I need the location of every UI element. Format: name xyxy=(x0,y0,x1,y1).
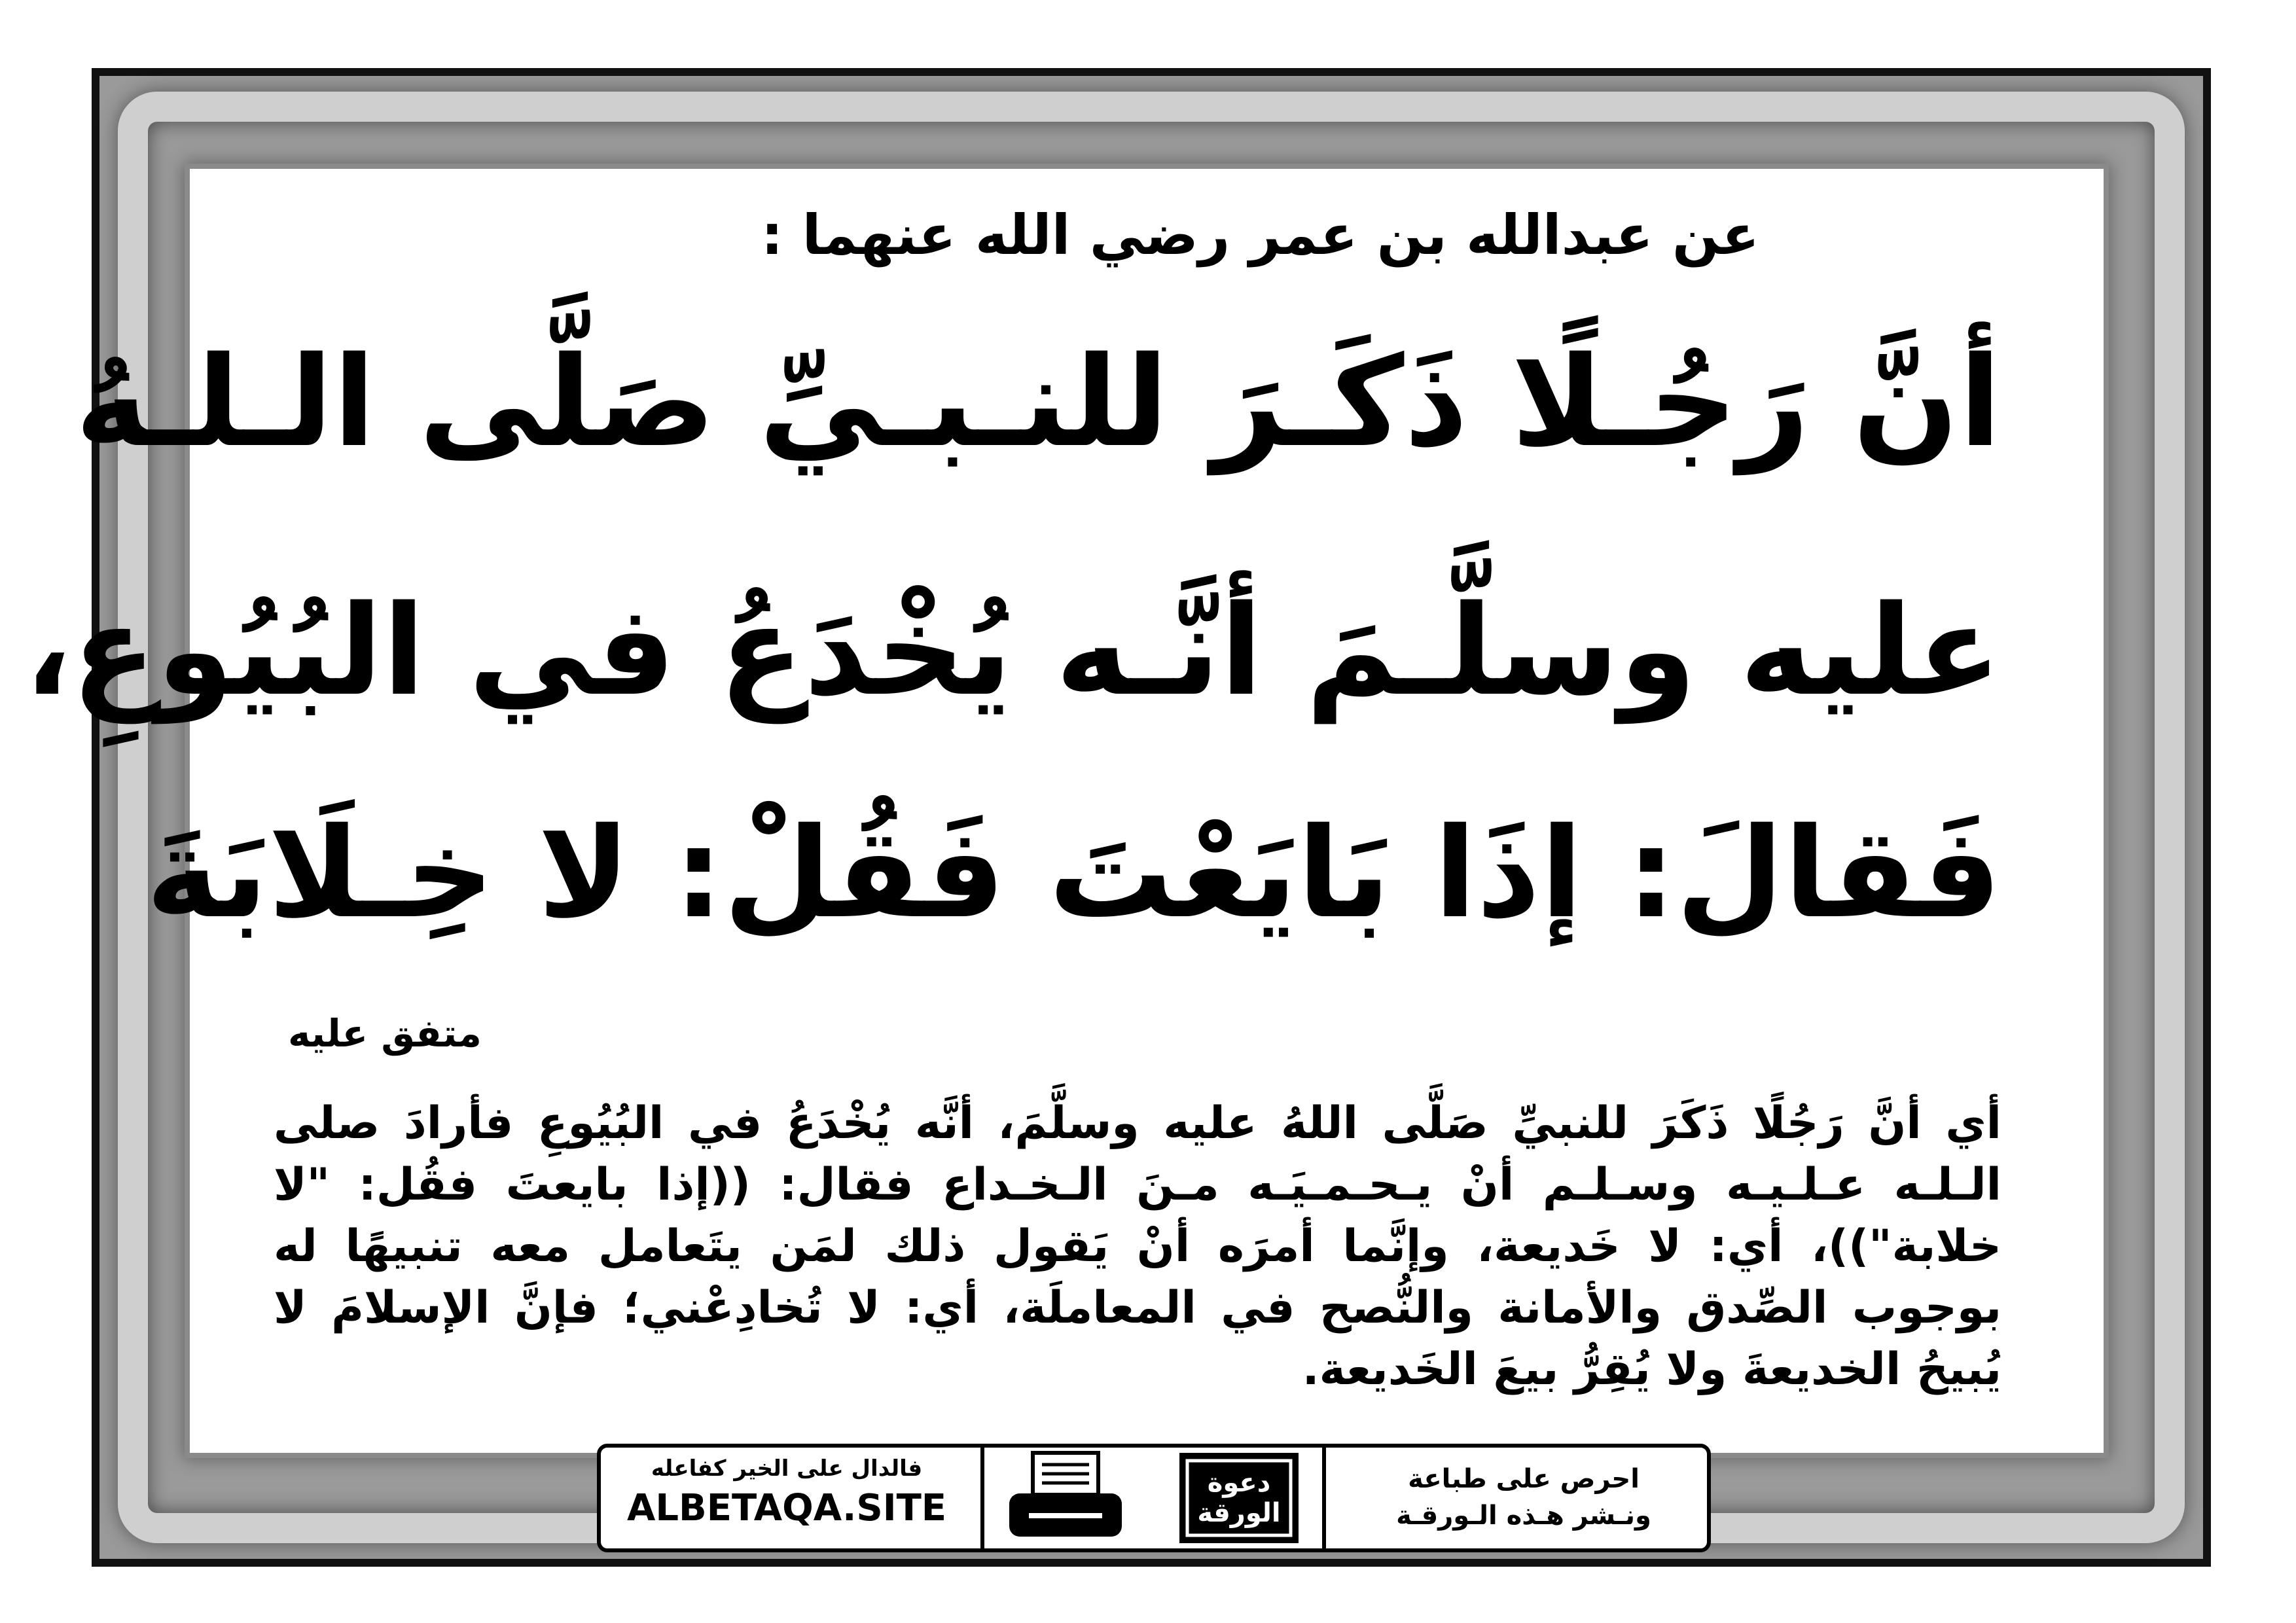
footer-print-note xyxy=(1380,1461,1668,1534)
footer-website-block xyxy=(617,1455,957,1529)
narrator-intro: عن عبدالله بن عمر رضي الله عنهما : xyxy=(761,203,1759,267)
explanation-paragraph: أي أنَّ رَجُلًا ذَكَرَ للنبيِّ صَلَّى اللهُ عليه وسلَّمَ، أنَّه يُخْدَعُ في البُيُوعِ فأرادَ صلى الـلـه عـلـيـه وسـلـم أنْ يـحـمـيَـه مـنَ الـخـداع فقال: ((إذا بايعتَ فقُل: "لا خلابة"))، أي: لا خَديعة، وإنَّما أمرَه أنْ يَقول ذلك لمَن يتَعامل معه تنبيهًا له بوجوب الصِّدق والأمانة والنُّصح في المعاملَة، أي: لا تُخادِعْني؛ فإنَّ الإسلامَ لا يُبيحُ الخديعةَ ولا يُقِرُّ بيعَ الخَديعة. xyxy=(274,1097,2001,1395)
footer-divider xyxy=(1322,1448,1326,1548)
print-note-line-2: ونـشر هـذه الـورقـة xyxy=(1396,1501,1651,1531)
printer-icon xyxy=(1000,1448,1131,1548)
footer-divider xyxy=(980,1448,984,1548)
logo-text: دعوة الورقة xyxy=(1197,1468,1281,1528)
footer-slogan: فالدال على الخير كفاعله xyxy=(651,1455,923,1482)
hadith-line-2: عليه وسلَّـمَ أنَّـه يُخْدَعُ في البُيُوعِ، xyxy=(24,579,2001,723)
hadith-line-1: أنَّ رَجُـلًا ذَكَـرَ للنـبـيِّ صَلَّى الـلـهُ xyxy=(75,330,2001,474)
print-note-line-1: احرص على طباعة xyxy=(1408,1464,1640,1494)
footer-website[interactable]: ALBETAQA.SITE xyxy=(626,1487,947,1529)
hadith-source: متفق عليه xyxy=(288,1011,482,1056)
dawah-logo xyxy=(1177,1450,1301,1546)
footer-bar xyxy=(597,1444,1711,1552)
hadith-line-3: فَقالَ: إذَا بَايَعْتَ فَقُلْ: لا خِـلَابَةَ xyxy=(145,801,2001,946)
